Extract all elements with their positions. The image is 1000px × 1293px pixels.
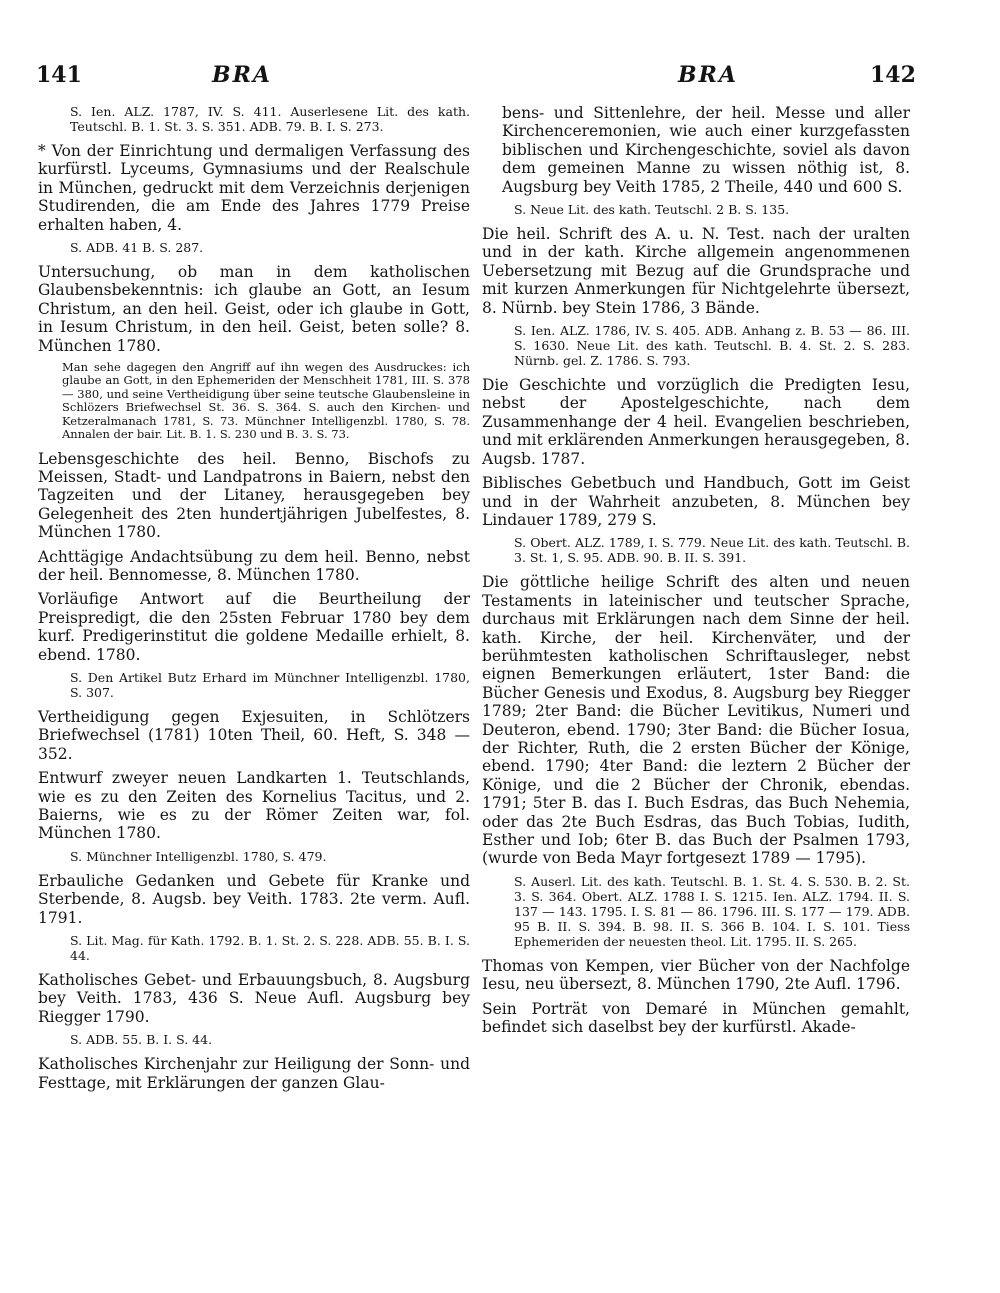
bibliography-entry: Erbauliche Gedanken und Gebete für Kranke und Sterbende, 8. Augsb. bey Veith. 1783. 2te verm. Aufl. 1791. — [38, 871, 470, 927]
reference-note: S. Auserl. Lit. des kath. Teutschl. B. 1. St. 4. S. 530. B. 2. St. 3. S. 364. Obert. ALZ. 1788 I. S. 1215. Ien. ALZ. 1794. II. S. 137 — 143. 1795. I. S. 81 — 86. 1796. III. S. 177 — 179. ADB. 95 B. II. S. 394. B. 98. II. S. 366 B. 104. I. S. 101. Tiess Ephemeriden der neuesten theol. Lit. 1795. II. S. 265. — [514, 873, 910, 949]
reference-note: Man sehe dagegen den Angriff auf ihn wegen des Ausdruckes: ich glaube an Gott, in den Ephemeriden der Menschheit 1781, III. S. 378 — 380, und seine Vertheidigung über seine teutsche Glaubensleine in Schlözers Briefwechsel St. 36. S. 364. S. auch den Kirchen- und Ketzeralmanach 1781, S. 73. Münchner Intelligenzbl. 1780, S. 78. Annalen der bair. Lit. B. 1. S. 230 und B. 3. S. 73. — [62, 360, 470, 442]
reference-note: S. Obert. ALZ. 1789, I. S. 779. Neue Lit. des kath. Teutschl. B. 3. St. 1, S. 95. ADB. 90. B. II. S. 391. — [514, 535, 910, 566]
reference-note: S. Ien. ALZ. 1786, IV. S. 405. ADB. Anhang z. B. 53 — 86. III. S. 1630. Neue Lit. des kath. Teutschl. B. 4. St. 2. S. 283. Nürnb. gel. Z. 1786. S. 793. — [514, 323, 910, 369]
bibliography-entry: Entwurf zweyer neuen Landkarten 1. Teutschlands, wie es zu den Zeiten des Kornelius Tacitus, und 2. Baierns, wie es zu der Römer Zeiten war, fol. München 1780. — [38, 769, 470, 843]
reference-note: S. Lit. Mag. für Kath. 1792. B. 1. St. 2. S. 228. ADB. 55. B. I. S. 44. — [70, 933, 470, 964]
reference-note: S. Neue Lit. des kath. Teutschl. 2 B. S. 135. — [514, 202, 790, 218]
reference-note: S. Den Artikel Butz Erhard im Münchner Intelligenzbl. 1780, S. 307. — [70, 669, 470, 700]
bibliography-entry: Biblisches Gebetbuch und Handbuch, Gott im Geist und in der Wahrheit anzubeten, 8. München bey Lindauer 1789, 279 S. — [482, 474, 910, 529]
reference-note: S. ADB. 55. B. I. S. 44. — [70, 1032, 213, 1048]
left-page-number: 141 — [36, 62, 82, 88]
bibliography-entry: Die heil. Schrift des A. u. N. Test. nach der uralten und in der kath. Kirche allgemein angenommenen Uebersetzung mit Bezug auf die Grundsprache und mit kurzen Anmerkungen für Nichtgelehrte übersezt, 8. Nürnb. bey Stein 1786, 3 Bände. — [482, 225, 910, 317]
left-running-title: BRA — [212, 62, 272, 88]
left-column — [38, 104, 470, 1098]
reference-note: S. ADB. 41 B. S. 287. — [70, 240, 204, 256]
bibliography-entry: Die göttliche heilige Schrift des alten und neuen Testaments in lateinischer und teutscher Sprache, durchaus mit Erklärungen nach dem Sinne der heil. kath. Kirche, der heil. Kirchenväter, und der berühmtesten katholischen Schriftausleger, nebst eignen Bemerkungen erläutert, 1ster Band: die Bücher Genesis und Exodus, 8. Augsburg bey Riegger 1789; 2ter Band: die Bücher Levitikus, Numeri und Deuteron, ebend. 1790; 3ter Band: die Bücher Iosua, der Richter, Ruth, die 2 ersten Bücher der Könige, ebend. 1790; 4ter Band: die leztern 2 Bücher der Könige, und die 2 Bücher der Chronik, ebendas. 1791; 5ter B. das I. Buch Esdras, das Buch Nehemia, oder das 2te Buch Esdras, das Buch Tobias, Iudith, Esther und Iob; 6ter B. das Buch der Psalmen 1793, (wurde von Beda Mayr fortgesezt 1789 — 1795). — [482, 573, 910, 868]
reference-note: S. Ien. ALZ. 1787, IV. S. 411. Auserlesene Lit. des kath. Teutschl. B. 1. St. 3. S. 351. ADB. 79. B. I. S. 273. — [70, 104, 470, 134]
bibliography-entry: * Von der Einrichtung und dermaligen Verfassung des kurfürstl. Lyceums, Gymnasiums und der Realschule in München, gedruckt mit dem Verzeichnis derjenigen Studirenden, die am Ende des Jahres 1779 Preise erhalten haben, 4. — [38, 142, 470, 234]
bibliography-entry: Vorläufige Antwort auf die Beurtheilung der Preispredigt, die den 25sten Februar 1780 bey dem kurf. Predigerinstitut die goldene Medaille erhielt, 8. ebend. 1780. — [38, 590, 470, 664]
reference-note: S. Münchner Intelligenzbl. 1780, S. 479. — [70, 848, 327, 864]
bibliography-entry: Vertheidigung gegen Exjesuiten, in Schlötzers Briefwechsel (1781) 10ten Theil, 60. Heft, S. 348 — 352. — [38, 707, 470, 763]
bibliography-entry-continued: bens- und Sittenlehre, der heil. Messe und aller Kirchenceremonien, wie auch einer kurzgefassten biblischen und Kirchengeschichte, soviel als davon dem gemeinen Manne zu wissen nöthig ist, 8. Augsburg bey Veith 1785, 2 Theile, 440 und 600 S. — [502, 104, 910, 196]
bibliography-entry: Untersuchung, ob man in dem katholischen Glaubensbekenntnis: ich glaube an Gott, an Iesum Christum, an den heil. Geist, oder ich glaube in Gott, in Iesum Christum, in den heil. Geist, beten solle? 8. München 1780. — [38, 263, 470, 355]
bibliography-entry: Lebensgeschichte des heil. Benno, Bischofs zu Meissen, Stadt- und Landpatrons in Baiern, nebst den Tagzeiten und der Litaney, herausgegeben bey Gelegenheit des 2ten hundertjährigen Jubelfestes, 8. München 1780. — [38, 449, 470, 542]
bibliography-entry: Die Geschichte und vorzüglich die Predigten Iesu, nebst der Apostelgeschichte, nach dem Zusammenhange der 4 heil. Evangelien beschrieben, und mit erklärenden Anmerkungen herausgegeben, 8. Augsb. 1787. — [482, 376, 910, 468]
bibliography-entry: Achttägige Andachtsübung zu dem heil. Benno, nebst der heil. Bennomesse, 8. München 1780. — [38, 547, 470, 584]
bibliography-entry: Katholisches Kirchenjahr zur Heiligung der Sonn- und Festtage, mit Erklärungen der ganzen Glau- — [38, 1055, 470, 1092]
bibliography-entry: Thomas von Kempen, vier Bücher von der Nachfolge Iesu, neu übersezt, 8. München 1790, 2te Aufl. 1796. — [482, 956, 910, 994]
bibliography-entry: Sein Porträt von Demaré in München gemahlt, befindet sich daselbst bey der kurfürstl. Akade- — [482, 999, 910, 1037]
right-column — [482, 104, 910, 1042]
right-running-title: BRA — [678, 62, 738, 88]
bibliography-entry: Katholisches Gebet- und Erbauungsbuch, 8. Augsburg bey Veith. 1783, 436 S. Neue Aufl. Augsburg bey Riegger 1790. — [38, 971, 470, 1026]
right-page-number: 142 — [870, 62, 916, 88]
